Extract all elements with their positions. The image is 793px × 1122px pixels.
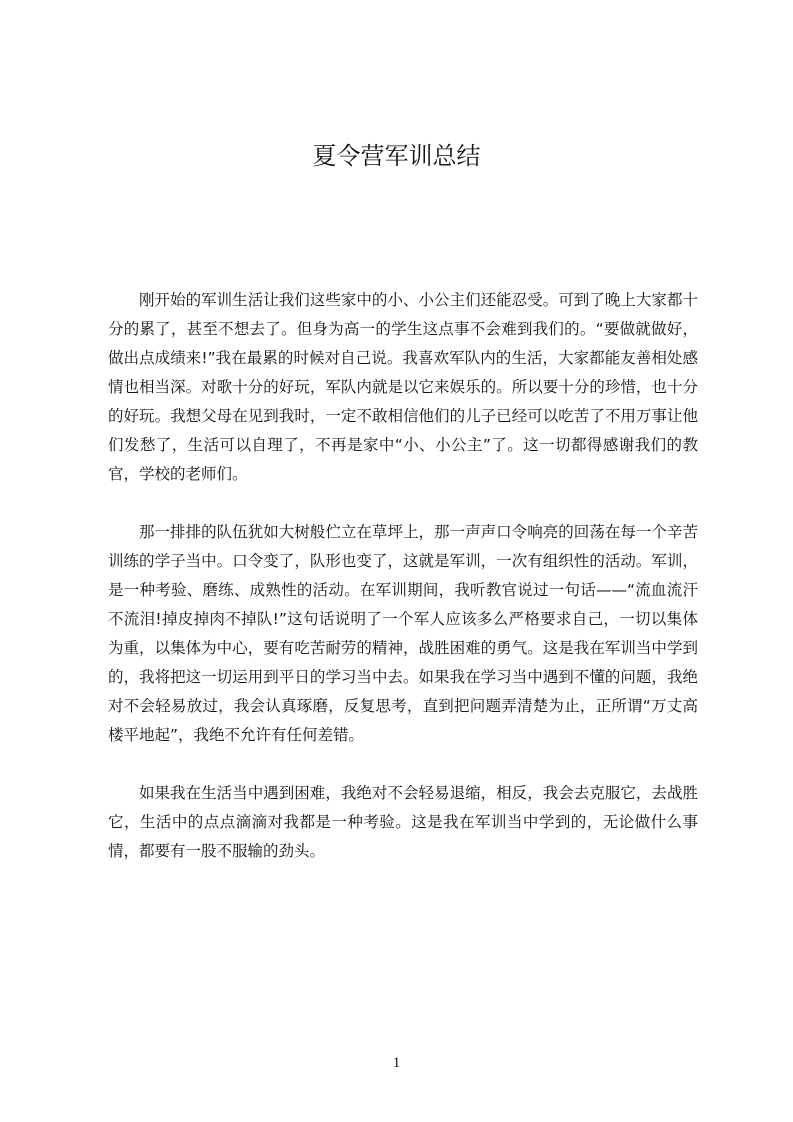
page-number: 1 bbox=[392, 1055, 401, 1071]
paragraph-3: 如果我在生活当中遇到困难，我绝对不会轻易退缩，相反，我会去克服它，去战胜它，生活中的点点滴滴对我都是一种考验。这是我在军训当中学到的，无论做什么事情，都要有一股不服输的劲头。 bbox=[108, 784, 698, 860]
document-title: 夏令营军训总结 bbox=[312, 142, 481, 170]
document-body bbox=[108, 286, 698, 895]
paragraph-2: 那一排排的队伍犹如大树般伫立在草坪上，那一声声口令响亮的回荡在每一个辛苦训练的学子当中。口令变了，队形也变了，这就是军训，一次有组织性的活动。军训，是一种考验、磨练、成熟性的活动。在军训期间，我听教官说过一句话——“流血流汗不流泪!掉皮掉肉不掉队!”这句话说明了一个军人应该多么严格要求自己，一切以集体为重，以集体为中心，要有吃苦耐劳的精神，战胜困难的勇气。这是我在军训当中学到的，我将把这一切运用到平日的学习当中去。如果我在学习当中遇到不懂的问题，我绝对不会轻易放过，我会认真琢磨，反复思考，直到把问题弄清楚为止，正所谓“万丈高楼平地起”，我绝不允许有任何差错。 bbox=[108, 523, 698, 744]
paragraph-1: 刚开始的军训生活让我们这些家中的小、小公主们还能忍受。可到了晚上大家都十分的累了，甚至不想去了。但身为高一的学生这点事不会难到我们的。“要做就做好，做出点成绩来!”我在最累的时候对自己说。我喜欢军队内的生活，大家都能友善相处感情也相当深。对歌十分的好玩，军队内就是以它来娱乐的。所以要十分的珍惜，也十分的好玩。我想父母在见到我时，一定不敢相信他们的儿子已经可以吃苦了不用万事让他们发愁了，生活可以自理了，不再是家中“小、小公主”了。这一切都得感谢我们的教官，学校的老师们。 bbox=[108, 291, 698, 483]
